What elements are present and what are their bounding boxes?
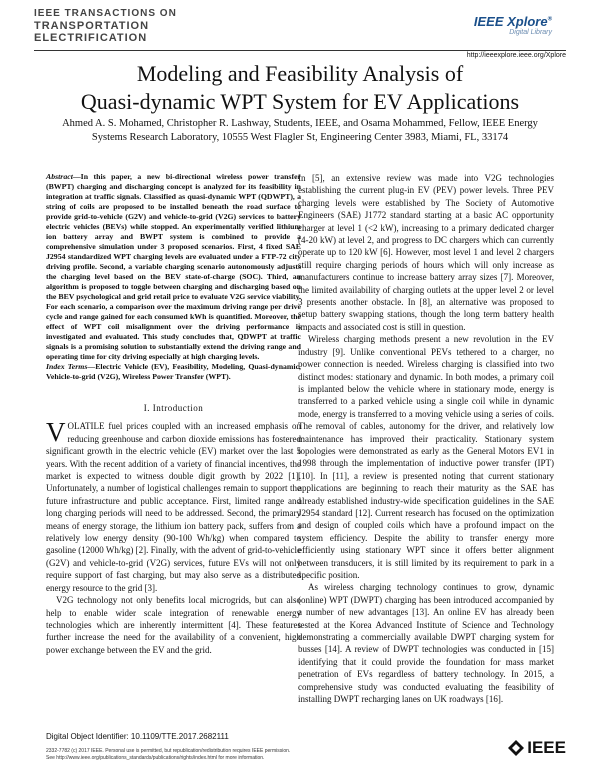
right-paragraph-3: As wireless charging technology continues to grow, dynamic (online) WPT (DWPT) charging has been introduced accompanied by a number of new advantages [13]. An online EV has already been tested at the Korea Advanced Institute of Science and Technology demonstrating a commercially available DWPT charging system for busses [14]. A review of DWPT technologies was conducted in [15] identifying that it could provide the foundation for mass market penetration of EVs regardless of battery technology. In 2015, a comprehensive study was conducted evaluating the feasibility of installing DWPT recharging lanes on UK roadways [16].: [298, 582, 554, 705]
xplore-registered-mark: ®: [547, 16, 552, 23]
journal-name: [34, 8, 177, 44]
ieee-xplore-logo: [474, 14, 552, 36]
intro-p1-text: OLATILE fuel prices coupled with an increased emphasis on reducing greenhouse and carbon dioxide emissions has fostered significant growth in the electric vehicle (EV) market over the last 5 years. With the recent addition of a variety of financial incentives, the market is expected to witness double digit growth by 2022 [1]. Unfortunately, a number of logistical challenges remain to support the future infrastructure and public acceptance. First, limited range and long charging periods will need to be addressed. Second, the primary means of energy storage, the lithium ion battery pack, suffers from a relatively low energy density (90-100 Wh/kg) when compared to gasoline (12000 Wh/kg) [2]. Finally, with the advent of grid-to-vehicle (G2V) and vehicle-to-grid (V2G) services, future EVs will not only require support of fast charging, but may also serve as a distributed energy resource to the grid [3].: [46, 421, 301, 593]
xplore-title: IEEE Xplore: [473, 14, 548, 29]
paper-title: [20, 60, 580, 116]
xplore-subtitle: Digital Library: [509, 29, 552, 36]
author-block: [20, 117, 580, 145]
intro-paragraph-1: [46, 417, 301, 594]
ieee-wordmark: IEEE: [527, 738, 566, 757]
authors-line-2: Systems Research Laboratory, 10555 West Flagler St, Engineering Center 3983, Miami, FL, 33174: [91, 132, 509, 143]
doi: Digital Object Identifier: 10.1109/TTE.2017.2682111: [46, 732, 229, 741]
copyright-line-2: See http://www.ieee.org/publications_standards/publications/rights/index.html for more information.: [46, 754, 265, 761]
xplore-url[interactable]: http://ieeexplore.ieee.org/Xplore: [466, 52, 566, 59]
header-rule: [34, 50, 566, 51]
right-paragraph-1: In [5], an extensive review was made into V2G technologies establishing the current plug-in EV (PEV) power levels. Three PEV charging levels were established by The Society of Automotive Engineers (SAE) J1772 standard starting at a basic AC opportunity charger at level 1 (<2 kW), increasing to a primary dedicated charger (4-20 kW) at level 2, and progress to DC chargers which can currently operate up to 120 kW [6]. However, most level 1 and level 2 chargers still require charging periods of hours which will only increase as manufacturers continue to increase battery array sizes [7]. Moreover, the limited availability of charging outlets at the upper level 2 or level 3 presents another obstacle. In [8], an alternative was proposed to setup battery swapping stations, though the long term battery health impacts and associated cost is still in question.: [298, 173, 554, 332]
drop-cap: V: [46, 417, 66, 448]
abstract-text: In this paper, a new bi-directional wireless power transfer (BWPT) charging and discharging concept is analyzed for its feasibility in integration at traffic signals. Classified as quasi-dynamic WPT (QDWPT), a string of coils are proposed to be installed beneath the road surface to provide grid-to-vehicle (G2V) and vehicle-to-grid (V2G) services to battery electric vehicles (BEVs) while stopped. An experimentally verified lithium ion battery array and BWPT system is combined to provide a comprehensive simulation under 3 proposed scenarios. First, 4 fixed SAE J2954 standardized WPT charging levels are evaluated under a FTP-72 city driving profile. Second, a variable charging scenario autonomously adjusts the charging level based on the BEV state-of-charge (SOC). Third, an algorithm is proposed to toggle between charging and discharging based on the BEV psychological and grid retail price to evaluate V2G service viability. For each scenario, a comparison over the maximum driving range per drive cycle and range gained for each consumed kWh is quantified. Moreover, the effect of WPT coil misalignment over the driving performance is investigated and evaluated. This study concludes that, QDWPT at traffic signals is a promising solution to substantially extend the driving range and operating time for city driving especially at high charging levels.: [46, 172, 301, 361]
copyright-notice: [46, 748, 446, 761]
journal-line-3: ELECTRIFICATION: [34, 32, 148, 44]
index-terms: [46, 362, 301, 382]
right-paragraph-2: Wireless charging methods present a new revolution in the EV industry [9]. Unlike conventional PEVs tethered to a charger, no power connection is needed. Wireless charging is classified into two distinct modes: stationary and dynamic. In both modes, a primary coil is implanted below the vehicle where in stationary mode, energy is transferred to a parked vehicle using a single coil while in dynamic mode, energy is transferred to a moving vehicle using a series of coils. The removal of cables, autonomy for the driver, and relatively low maintenance has improved their practicality. Stationary system topologies were demonstrated as early as the General Motors EV1 in 1998 through the implementation of inductive power transfer (IPT) [10]. In [11], a review is presented noting that current stationary applications are beginning to reach their maturity as the SAE has already established industry-wide specification guidelines in the SAE J2954 standard [12]. Current research has focused on the optimization and design of coupled coils which have a profound impact on the system efficiency. Despite the ability to transfer energy more efficiently using stationary WPT since it offers better alignment between transducers, it is still limited by its requirement to park in a specific position.: [298, 334, 554, 580]
section-heading-introduction: I. Introduction: [143, 403, 204, 413]
ieee-logo: [508, 738, 566, 758]
abstract: [46, 172, 301, 362]
journal-line-1: IEEE TRANSACTIONS ON: [34, 8, 177, 19]
right-column: [298, 172, 554, 705]
ieee-diamond-icon: [508, 740, 524, 756]
abstract-label: Abstract—: [46, 172, 81, 181]
index-terms-label: Index Terms: [46, 362, 88, 371]
journal-line-2: TRANSPORTATION: [34, 20, 150, 32]
authors-line-1: Ahmed A. S. Mohamed, Christopher R. Lashway, Students, IEEE, and Osama Mohammed, Fellow, IEEE Energy: [62, 118, 538, 129]
intro-paragraph-2: V2G technology not only benefits local microgrids, but can also help to enable wider scale integration of renewable energy technologies which are inherently intermittent [4]. These features further increase the need for the availability of a convenient, high power exchange between the EV and the grid.: [46, 595, 301, 655]
left-column: [46, 172, 301, 656]
index-terms-text: —Electric Vehicle (EV), Feasibility, Modeling, Quasi-dynamic, Vehicle-to-grid (V2G), Wireless Power Transfer (WPT).: [46, 362, 301, 381]
copyright-line-1: 2332-7782 (c) 2017 IEEE. Personal use is permitted, but republication/redistribution requires IEEE permission.: [46, 748, 291, 754]
title-line-2: Quasi-dynamic WPT System for EV Applications: [80, 89, 520, 114]
title-line-1: Modeling and Feasibility Analysis of: [136, 61, 464, 86]
